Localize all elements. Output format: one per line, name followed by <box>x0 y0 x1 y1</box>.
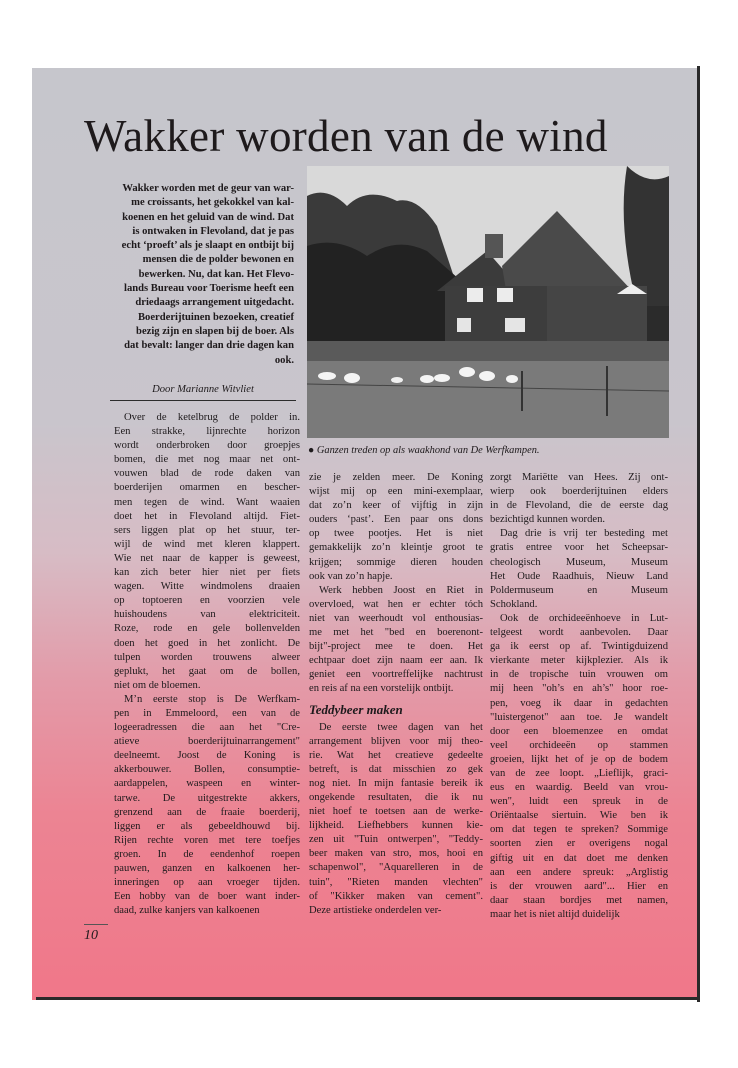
text-line: geplukt, het gaat om de bollen, <box>114 665 300 677</box>
text-line: rie. Wat het creatieve gedeelte <box>309 749 483 761</box>
page-number: 10 <box>84 928 98 943</box>
intro-line: mensen die de polder bewonen en <box>142 254 294 266</box>
text-line: Dag drie is vrij ter besteding met <box>500 528 668 540</box>
text-line: deelneemt. Joost de Koning is <box>114 750 300 762</box>
text-line: vierkante meter kijkplezier. Als ik <box>490 655 668 667</box>
text-line: bijt"-project mee te doen. Het <box>309 641 483 653</box>
text-line: Oriëntaalse siertuin. Wie ben ik <box>490 810 668 822</box>
page-edge-bottom <box>36 997 700 1000</box>
text-line: logeeradressen die aan het "Cre- <box>114 722 300 734</box>
text-line: tuin", "Rieten manden vlechten" <box>309 876 483 888</box>
text-line: nog niet. In mijn fantasie bereik ik <box>309 777 483 789</box>
text-line: en reis af na een vorstelijk ontbijt. <box>309 683 454 695</box>
text-line: atieve boerderijtuinarrangement" <box>114 736 300 748</box>
section-heading: Teddybeer maken <box>309 701 403 717</box>
text-line: is der vrouwen aard"... Hier en <box>490 880 668 892</box>
text-line: Werk hebben Joost en Riet in <box>319 584 483 596</box>
text-line: tulpen worden trouwens alweer <box>114 651 300 663</box>
text-line: of "Kikker maken van cement". <box>309 890 483 902</box>
text-line: niet hoef te toetsen aan de werke- <box>309 806 483 818</box>
text-line: zie je zelden meer. De Koning <box>309 472 483 483</box>
text-line: krijgen; sommige dieren houden <box>309 556 483 568</box>
text-line: Een strakke, lijnrechte horizon <box>114 426 300 438</box>
text-line: bezichtigd kunnen worden. <box>490 514 606 526</box>
caption-bullet: ● <box>308 445 315 456</box>
text-line: daar staan bordjes met namen, <box>490 894 668 906</box>
text-line: pen in Emmeloord, een van de <box>114 707 300 719</box>
text-line: telgeest wordt aanbevolen. Daar <box>490 627 668 639</box>
text-column-2 <box>309 471 483 918</box>
photo-caption <box>308 445 670 456</box>
text-line: ouders ‘past’. Een paar ons dons <box>309 514 483 526</box>
text-line: pen, voeg ik daar in gedachten <box>490 697 668 709</box>
text-line: door een bloemenzee en omdat <box>490 725 668 737</box>
text-line: wijl de wind met kleren klappert. <box>114 538 300 550</box>
text-line: echtpaar doet zijn naam eer aan. Ik <box>309 655 483 667</box>
text-line: in de tropische tuin vrouwen om <box>490 669 668 681</box>
text-line: schapenwol", "Aquarelleren in de <box>309 862 483 874</box>
intro-line: lands Bureau voor Toerisme heeft een <box>124 283 294 295</box>
text-line: eus en waardig. Beeld van vrou- <box>490 782 668 794</box>
intro-line: bezig zijn en slapen bij de boer. Als <box>136 325 294 337</box>
text-line: liggen er als gebeeldhouwd bij. <box>114 820 300 832</box>
text-line: Ook de orchideeënhoeve in Lut- <box>500 612 668 624</box>
text-line: geniet een voortreffelijke nachtrust <box>309 669 483 681</box>
text-line: grenzend aan de fraaie boerderij, <box>114 806 300 818</box>
intro-line: is ontwaken in Flevoland, dat je pas <box>132 225 294 237</box>
article-title: Wakker worden van de wind <box>84 111 608 161</box>
text-line: me met het "bed en boerenont- <box>309 627 483 639</box>
intro-line: echt ‘proeft’ als je slaapt en ontbijt bij <box>121 240 294 252</box>
text-line: daad, zulke kanjers van kalkoenen <box>114 905 260 917</box>
text-line: om dat tegen te spreken? Sommige <box>490 824 668 836</box>
text-line: aardappelen, waspeen en winter- <box>114 778 300 790</box>
text-line: niet van weerhoudt vol enthousias- <box>309 612 483 624</box>
text-line: Rijen rechte voren met tere toefjes <box>114 834 300 846</box>
intro-line: koenen en het geluid van de wind. Dat <box>122 211 294 223</box>
intro-line: ook. <box>274 354 294 366</box>
text-line: tarwe. De uitgestrekte akkers, <box>114 792 300 804</box>
text-line: zen uit "Tuin ontwerpen", "Teddy- <box>309 834 483 846</box>
text-line: sers liggen plat op het stuur, ter- <box>114 524 300 536</box>
text-line: op toptoeren en voorzien vele <box>114 595 300 607</box>
text-line: huishoudens van elektriciteit. <box>114 609 300 621</box>
caption-text: Ganzen treden op als waakhond van De Werfkampen. <box>316 445 540 456</box>
text-line: aan een andere spreuk: „Arglistig <box>490 866 668 878</box>
byline: Door Marianne Witvliet <box>152 384 254 395</box>
text-line: overvloed, wat hen er echter tóch <box>309 598 483 610</box>
text-line: M’n eerste stop is De Werfkam- <box>124 693 300 705</box>
text-line: Wie net naar de kapper is geweest, <box>114 552 300 564</box>
text-line: niet om de bloemen. <box>114 679 201 691</box>
text-line: arrangement blijven voor mij theo- <box>309 735 483 747</box>
intro-line: bewerken. Nu, dat kan. Het Flevo- <box>138 268 294 280</box>
text-line: ga ik eerst op af. Twintigduizend <box>490 641 668 653</box>
text-line: ook van zo’n hapje. <box>309 570 393 582</box>
text-line: veel orchideeën op stammen <box>490 739 668 751</box>
text-line: Het Oude Raadhuis, Nieuw Land <box>490 570 668 582</box>
intro-line: dat bevalt: langer dan drie dagen kan <box>124 340 294 352</box>
text-line: Deze artistieke onderdelen ver- <box>309 904 442 916</box>
text-line: dat zo’n keer of vijftig in zijn <box>309 500 483 512</box>
text-line: cheologisch Museum, Museum <box>490 556 668 568</box>
text-line: soorten zien er overigens nogal <box>490 838 668 850</box>
intro-line: me croissants, het gekokkel van kal- <box>131 197 294 209</box>
text-line: wen", luidt een spreuk in de <box>490 796 668 808</box>
text-line: Schokland. <box>490 598 538 610</box>
text-column-1 <box>114 411 300 918</box>
text-line: betreft, is dat misschien zo gek <box>309 763 483 775</box>
text-column-3 <box>490 471 668 922</box>
intro-line: Wakker worden met de geur van war- <box>122 183 294 194</box>
farmhouse-photo <box>307 166 669 438</box>
text-line: vouwen blad de rode daken van <box>114 468 300 480</box>
text-line: De eerste twee dagen van het <box>319 721 483 733</box>
text-line: mij heen "oh’s en ah’s" hoor roe- <box>490 683 668 695</box>
text-line: wierp ook boerderijtuinen elders <box>490 486 668 498</box>
text-line: Roze, rode en gele bollenvelden <box>114 623 300 635</box>
intro-line: driedaags arrangement uitgedacht. <box>135 297 294 309</box>
text-line: inneringen op aan vroeger tijden. <box>114 877 300 889</box>
text-line: in de Flevoland, die de eerste dag <box>490 500 668 512</box>
text-line: Poldermuseum en Museum <box>490 584 668 596</box>
text-line: bomen, die met nog maar net ont- <box>114 454 300 466</box>
text-line: groeien, lijkt het of je op de bodem <box>490 753 668 765</box>
text-line: boerderijen omarmen en bescher- <box>114 482 300 494</box>
text-line: "luistergenot" aan toe. Je wandelt <box>490 711 668 723</box>
text-line: maar het is niet altijd duidelijk <box>490 908 620 920</box>
text-line: Een hobby van de boer want inder- <box>114 891 300 903</box>
text-line: lijkheid. Liefhebbers kunnen kie- <box>309 820 483 832</box>
text-line: groen. In de eendenhof roepen <box>114 848 300 860</box>
text-line: men tegen de wind. Want waaien <box>114 496 300 508</box>
text-line: gratis entree voor het Scheepsar- <box>490 542 668 554</box>
intro-line: Boerderijtuinen bezoeken, creatief <box>137 311 294 323</box>
text-line: beer maken van stro, mos, hooi en <box>309 848 483 860</box>
text-line: gemakkelijk zo’n kleintje groot te <box>309 542 483 554</box>
text-line: op twee pootjes. Het is niet <box>309 528 483 540</box>
text-line: kan zich beter hier niet per fiets <box>114 567 300 579</box>
text-line: wijst mij op een mini-exemplaar, <box>309 486 483 498</box>
page-number-rule <box>84 924 108 925</box>
text-line: Over de ketelbrug de polder in. <box>124 412 300 423</box>
page-edge-right <box>697 66 700 1002</box>
text-line: doet het in Flevoland altijd. Fiet- <box>114 510 300 522</box>
text-line: ongekende resultaten, die ik nu <box>309 791 483 803</box>
text-line: giftig uit en dat doet me denken <box>490 852 668 864</box>
text-line: doen het goed in het zonlicht. De <box>114 637 300 649</box>
text-line: wagen. Witte windmolens draaien <box>114 581 300 593</box>
text-line: van de zee loopt. „Lieflijk, graci- <box>490 767 668 779</box>
text-line: akkerbouwer. Bollen, consumptie- <box>114 764 300 776</box>
text-line: wordt onderbroken door groepjes <box>114 440 300 452</box>
article-intro <box>84 182 294 368</box>
text-line: pauwen, ganzen en kalkoenen her- <box>114 863 300 874</box>
byline-rule <box>110 400 296 401</box>
text-line: zorgt Mariëtte van Hees. Zij ont- <box>490 472 668 483</box>
